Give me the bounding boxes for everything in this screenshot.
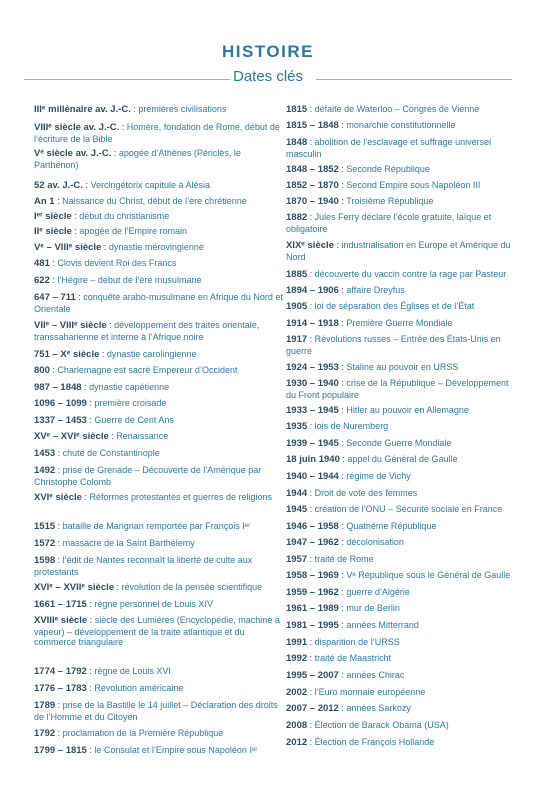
entry-text: années Chirac xyxy=(346,670,405,680)
entry-separator: : xyxy=(338,537,347,547)
entry-date: 1981 – 1995 xyxy=(286,620,339,631)
timeline-entry xyxy=(286,405,511,417)
timeline-entry xyxy=(286,212,511,234)
timeline-entry xyxy=(34,211,284,223)
timeline-entry xyxy=(286,180,511,192)
entry-text: abolition de l’esclavage et suffrage universel masculin xyxy=(286,137,492,159)
entry-separator: : xyxy=(114,582,122,592)
entry-text: Élection de François Hollande xyxy=(314,737,435,747)
entry-separator: : xyxy=(307,269,315,279)
entry-date: 1882 xyxy=(286,212,308,223)
timeline-entry xyxy=(286,504,511,516)
entry-separator: : xyxy=(307,720,315,730)
divider-right xyxy=(316,79,512,80)
entry-date: 1774 – 1792 xyxy=(34,666,87,677)
entry-date: 1924 – 1953 xyxy=(286,362,339,373)
entry-separator: : xyxy=(307,504,315,514)
entry-separator: : xyxy=(307,637,315,647)
entry-separator: : xyxy=(338,603,347,613)
timeline-entry xyxy=(286,488,511,500)
entry-text: monarchie constitutionnelle xyxy=(346,120,456,130)
timeline-entry xyxy=(286,471,511,483)
entry-date: 1930 – 1940 xyxy=(286,378,339,389)
entry-date: 1337 – 1453 xyxy=(34,415,87,426)
entry-text: le Consulat et l’Empire sous Napoléon Iᵉʳ xyxy=(94,745,258,755)
timeline-entry xyxy=(34,555,284,577)
entry-date: 18 juin 1940 xyxy=(286,454,340,465)
entry-date: 2007 – 2012 xyxy=(286,703,339,714)
timeline-entry xyxy=(34,599,284,611)
timeline-entry xyxy=(286,737,511,749)
timeline-entry xyxy=(286,521,511,533)
entry-separator: : xyxy=(307,334,315,344)
entry-separator: : xyxy=(81,492,90,502)
entry-separator: : xyxy=(49,275,58,285)
entry-separator: : xyxy=(55,728,63,738)
entry-separator: : xyxy=(86,683,95,693)
entry-separator: : xyxy=(130,104,139,114)
entry-text: Renaissance xyxy=(116,431,169,441)
entry-text: défaite de Waterloo – Congrès de Vienne xyxy=(314,104,480,114)
entry-separator: : xyxy=(55,448,63,458)
entry-text: Seconde République xyxy=(346,164,430,174)
entry-date: 1917 xyxy=(286,334,308,345)
entry-text: Révolution américaine xyxy=(94,683,184,693)
entry-text: dynastie carolingienne xyxy=(106,349,197,359)
entry-text: proclamation de la Première République xyxy=(62,728,224,738)
entry-date: IIᵉ siècle xyxy=(34,226,72,237)
entry-text: mur de Berlin xyxy=(346,603,400,613)
timeline-entry xyxy=(286,653,511,665)
entry-date: 1453 xyxy=(34,448,56,459)
entry-separator: : xyxy=(338,703,347,713)
entry-date: 1933 – 1945 xyxy=(286,405,339,416)
entry-text: crise de la République – Développement du Front populaire xyxy=(286,378,509,400)
entry-separator: : xyxy=(338,196,347,206)
entry-date: 1848 xyxy=(286,137,308,148)
page-subtitle: Dates clés xyxy=(232,68,304,85)
entry-separator: : xyxy=(307,554,315,564)
entry-date: 1946 – 1958 xyxy=(286,521,339,532)
entry-text: traité de Maastricht xyxy=(314,653,392,663)
entry-date: XVIᵉ siècle xyxy=(34,492,82,503)
entry-separator: : xyxy=(55,555,63,565)
entry-date: 1939 – 1945 xyxy=(286,438,339,449)
entry-separator: : xyxy=(49,365,58,375)
entry-date: 1905 xyxy=(286,301,308,312)
entry-separator: : xyxy=(338,670,347,680)
entry-date: 1598 xyxy=(34,555,56,566)
entry-text: premières civilisations xyxy=(138,104,227,114)
timeline-entry xyxy=(286,104,511,116)
timeline-entry xyxy=(286,720,511,732)
entry-text: Vercingétorix capitule à Alésia xyxy=(90,180,211,190)
entry-text: Jules Ferry déclare l’école gratuite, laïque et obligatoire xyxy=(286,212,492,234)
entry-separator: : xyxy=(106,320,115,330)
entry-separator: : xyxy=(338,620,347,630)
entry-date: 800 xyxy=(34,365,50,376)
timeline-entry xyxy=(286,454,511,466)
entry-separator: : xyxy=(71,226,80,236)
entry-text: dynastie capétienne xyxy=(89,382,170,392)
timeline-entry xyxy=(34,258,284,270)
entry-date: VIIᵉ – VIIIᵉ siècle xyxy=(34,320,107,331)
entry-date: 622 xyxy=(34,275,50,286)
entry-date: IIIᵉ millénaire av. J.-C. xyxy=(34,104,131,115)
entry-date: 1661 – 1715 xyxy=(34,599,87,610)
entry-separator: : xyxy=(307,687,315,697)
timeline-entry xyxy=(286,318,511,330)
entry-text: règne personnel de Louis XIV xyxy=(94,599,213,609)
entry-date: Vᵉ – VIIIᵉ siècle xyxy=(34,242,102,253)
entry-text: dynastie mérovingienne xyxy=(108,242,204,252)
entry-text: Seconde Guerre Mondiale xyxy=(346,438,452,448)
entry-date: 1944 xyxy=(286,488,308,499)
entry-text: Réformes protestantes et guerres de religions xyxy=(89,492,273,502)
entry-text: Révolutions russes – Entrée des États-Unis en guerre xyxy=(286,334,501,356)
timeline-entry xyxy=(34,415,284,427)
entry-text: création de l’ONU – Sécurité sociale en France xyxy=(314,504,503,514)
entry-date: 1914 – 1918 xyxy=(286,318,339,329)
entry-date: 2008 xyxy=(286,720,308,731)
timeline-entry xyxy=(34,700,284,722)
entry-text: développement des traites orientale, transsaharienne et interne à l’Afrique noire xyxy=(34,320,260,342)
entry-date: An 1 xyxy=(34,196,55,207)
entry-separator: : xyxy=(86,599,95,609)
timeline-entry xyxy=(286,196,511,208)
timeline-entry xyxy=(34,521,284,533)
entry-separator: : xyxy=(307,737,315,747)
entry-text: Élection de Barack Obama (USA) xyxy=(314,720,449,730)
entry-separator: : xyxy=(111,148,119,158)
entry-separator: : xyxy=(338,405,347,415)
entry-text: Droit de vote des femmes xyxy=(314,488,418,498)
entry-separator: : xyxy=(86,398,95,408)
entry-date: 1957 xyxy=(286,554,308,565)
entry-date: 1992 xyxy=(286,653,308,664)
entry-text: Guerre de Cent Ans xyxy=(94,415,174,425)
entry-separator: : xyxy=(81,382,90,392)
entry-separator: : xyxy=(307,104,315,114)
entry-text: découverte du vaccin contre la rage par Pasteur xyxy=(314,269,507,279)
timeline-entry xyxy=(34,104,284,116)
entry-date: 1792 xyxy=(34,728,56,739)
entry-separator: : xyxy=(55,521,63,531)
entry-separator: : xyxy=(86,745,95,755)
entry-separator: : xyxy=(338,438,347,448)
entry-date: 1515 xyxy=(34,521,56,532)
entry-text: l’édit de Nantes reconnaît la liberté de culte aux protestants xyxy=(34,555,253,577)
entry-separator: : xyxy=(54,196,63,206)
entry-text: apogée d’Athènes (Périclès, le Parthénon) xyxy=(34,148,241,170)
entry-date: VIIIᵉ siècle av. J.-C. xyxy=(34,122,120,133)
timeline-entry xyxy=(286,703,511,715)
entry-text: l’Euro monnaie européenne xyxy=(314,687,426,697)
entry-text: affaire Dreyfus xyxy=(346,285,405,295)
entry-text: apogée de l’Empire romain xyxy=(79,226,187,236)
entry-text: années Sarkozy xyxy=(346,703,411,713)
timeline-entry xyxy=(286,137,511,159)
entry-separator: : xyxy=(307,137,315,147)
entry-date: 1492 xyxy=(34,465,56,476)
timeline-entry xyxy=(286,301,511,313)
entry-text: massacre de la Saint Barthélemy xyxy=(62,538,195,548)
entry-date: 481 xyxy=(34,258,50,269)
entry-text: début du christianisme xyxy=(79,211,170,221)
entry-text: révolution de la pensée scientifique xyxy=(121,582,263,592)
entry-separator: : xyxy=(338,521,347,531)
timeline-entry xyxy=(286,670,511,682)
entry-separator: : xyxy=(338,318,347,328)
timeline-entry xyxy=(34,431,284,443)
entry-date: 1995 – 2007 xyxy=(286,670,339,681)
entry-separator: : xyxy=(119,122,127,132)
timeline-entry xyxy=(286,620,511,632)
entry-date: 1991 xyxy=(286,637,308,648)
entry-text: Troisième République xyxy=(346,196,434,206)
entry-date: XIXᵉ siècle xyxy=(286,240,334,251)
entry-date: 2012 xyxy=(286,737,308,748)
entry-separator: : xyxy=(86,666,95,676)
entry-separator: : xyxy=(99,349,107,359)
timeline-entry xyxy=(34,728,284,740)
entry-date: 1959 – 1962 xyxy=(286,587,339,598)
timeline-entry xyxy=(34,538,284,550)
timeline-entry xyxy=(34,492,284,504)
entry-text: première croisade xyxy=(94,398,167,408)
entry-date: 1947 – 1962 xyxy=(286,537,339,548)
entry-separator: : xyxy=(75,292,84,302)
entry-date: 1789 xyxy=(34,700,56,711)
entry-text: loi de séparation des Églises et de l’État xyxy=(314,301,475,311)
timeline-entry xyxy=(286,637,511,649)
entry-text: Charlemagne est sacré Empereur d’Occident xyxy=(57,365,238,375)
entry-text: années Mitterrand xyxy=(346,620,419,630)
entry-text: l’Hégire – début de l’ère musulmane xyxy=(57,275,202,285)
entry-separator: : xyxy=(307,212,315,222)
entry-separator: : xyxy=(55,700,63,710)
entry-text: Second Empire sous Napoléon III xyxy=(346,180,481,190)
entry-date: 1958 – 1969 xyxy=(286,570,339,581)
entry-separator: : xyxy=(307,488,315,498)
entry-date: 751 – Xᵉ siècle xyxy=(34,349,100,360)
entry-text: chute de Constantinople xyxy=(62,448,160,458)
entry-text: prise de Grenade – Découverte de l’Amérique par Christophe Colomb xyxy=(34,465,262,487)
timeline-entry xyxy=(286,537,511,549)
timeline-entry xyxy=(34,745,284,757)
entry-date: XVIᵉ – XVIIᵉ siècle xyxy=(34,582,115,593)
entry-separator: : xyxy=(55,538,63,548)
entry-separator: : xyxy=(338,362,347,372)
entry-text: Hitler au pouvoir en Allemagne xyxy=(346,405,469,415)
entry-separator: : xyxy=(307,653,315,663)
entry-date: 1935 xyxy=(286,421,308,432)
entry-date: XVIIIᵉ siècle xyxy=(34,615,88,626)
entry-separator: : xyxy=(82,180,91,190)
timeline-entry xyxy=(286,240,511,262)
entry-date: 1815 xyxy=(286,104,308,115)
entry-separator: : xyxy=(49,258,58,268)
entry-date: XVᵉ – XVIᵉ siècle xyxy=(34,431,109,442)
entry-text: guerre d’Algérie xyxy=(346,587,410,597)
timeline-entry xyxy=(286,269,511,281)
entry-text: industrialisation en Europe et Amérique du Nord xyxy=(286,240,511,262)
entry-date: 2002 xyxy=(286,687,308,698)
entry-separator: : xyxy=(86,415,95,425)
timeline-entry xyxy=(34,196,284,208)
timeline-entry xyxy=(286,570,511,582)
entry-separator: : xyxy=(333,240,342,250)
entry-date: 1852 – 1870 xyxy=(286,180,339,191)
entry-text: Naissance du Christ, début de l’ère chrétienne xyxy=(62,196,247,206)
entry-date: 1776 – 1783 xyxy=(34,683,87,694)
entry-text: lois de Nuremberg xyxy=(314,421,389,431)
timeline-entry xyxy=(34,448,284,460)
entry-date: 1945 xyxy=(286,504,308,515)
timeline-entry xyxy=(34,465,284,487)
timeline-entry xyxy=(286,285,511,297)
entry-date: 1961 – 1989 xyxy=(286,603,339,614)
timeline-entry xyxy=(34,122,284,144)
timeline-entry xyxy=(34,382,284,394)
entry-date: 1894 – 1906 xyxy=(286,285,339,296)
entry-separator: : xyxy=(307,301,315,311)
entry-date: 1848 – 1852 xyxy=(286,164,339,175)
timeline-entry xyxy=(286,120,511,132)
entry-text: conquête arabo-musulmane en Afrique du Nord et Orientale xyxy=(34,292,283,314)
entry-date: 1572 xyxy=(34,538,56,549)
entry-date: 52 av. J.-C. xyxy=(34,180,83,191)
entry-date: 1940 – 1944 xyxy=(286,471,339,482)
entry-separator: : xyxy=(108,431,117,441)
timeline-entry xyxy=(34,275,284,287)
entry-text: décolonisation xyxy=(346,537,404,547)
entry-separator: : xyxy=(307,421,315,431)
entry-text: Quatrième République xyxy=(346,521,437,531)
entry-separator: : xyxy=(338,120,347,130)
timeline-entry xyxy=(34,180,284,192)
entry-text: Clovis devient Roi des Francs xyxy=(57,258,177,268)
timeline-entry xyxy=(34,292,284,314)
entry-date: 647 – 711 xyxy=(34,292,76,303)
entry-date: 1885 xyxy=(286,269,308,280)
timeline-entry xyxy=(286,334,511,356)
entry-date: Vᵉ siècle av. J.-C. xyxy=(34,148,112,159)
timeline-entry xyxy=(286,603,511,615)
timeline-entry xyxy=(34,320,284,342)
timeline-entry xyxy=(34,683,284,695)
entry-date: Iᵉʳ siècle xyxy=(34,211,72,222)
entry-text: siècle des Lumières (Encyclopédie, machine à vapeur) – développement de la traite atlantique et du commerce triangulaire xyxy=(34,615,280,647)
timeline-entry xyxy=(34,242,284,254)
timeline-entry xyxy=(34,582,284,594)
timeline-entry xyxy=(286,687,511,699)
timeline-entry xyxy=(286,587,511,599)
entry-date: 1799 – 1815 xyxy=(34,745,87,756)
entry-text: bataille de Marignan remportée par François Iᵉʳ xyxy=(62,521,251,531)
timeline-entry xyxy=(286,421,511,433)
timeline-entry xyxy=(34,666,284,678)
timeline-entry xyxy=(286,438,511,450)
entry-text: règne de Louis XVI xyxy=(94,666,171,676)
entry-text: Homère, fondation de Rome, début de l’écriture de la Bible xyxy=(34,122,280,144)
entry-separator: : xyxy=(338,164,347,174)
entry-separator: : xyxy=(338,378,347,388)
entry-text: prise de la Bastille le 14 juillet – Déclaration des droits de l’Homme et du Citoyen xyxy=(34,700,278,722)
timeline-entry xyxy=(286,554,511,566)
entry-date: 987 – 1848 xyxy=(34,382,82,393)
timeline-entry xyxy=(34,226,284,238)
entry-separator: : xyxy=(101,242,109,252)
entry-separator: : xyxy=(338,285,347,295)
entry-date: 1096 – 1099 xyxy=(34,398,87,409)
timeline-entry xyxy=(286,362,511,374)
timeline-entry xyxy=(286,164,511,176)
entry-separator: : xyxy=(338,471,347,481)
page-header xyxy=(0,0,536,100)
entry-text: Vᵉ République sous le Général de Gaulle xyxy=(346,570,511,580)
entry-separator: : xyxy=(338,587,347,597)
entry-text: appel du Général de Gaulle xyxy=(347,454,458,464)
timeline-entry xyxy=(34,349,284,361)
entry-date: 1815 – 1848 xyxy=(286,120,339,131)
entry-separator: : xyxy=(55,465,63,475)
timeline-entry xyxy=(34,365,284,377)
timeline-entry xyxy=(34,615,284,648)
page-title: HISTOIRE xyxy=(222,42,314,61)
timeline-entry xyxy=(34,148,284,170)
timeline-entry xyxy=(34,398,284,410)
entry-date: 1870 – 1940 xyxy=(286,196,339,207)
entry-text: traité de Rome xyxy=(314,554,374,564)
entry-separator: : xyxy=(338,570,347,580)
entry-separator: : xyxy=(71,211,80,221)
timeline-entry xyxy=(286,378,511,400)
entry-text: Première Guerre Mondiale xyxy=(346,318,453,328)
entry-separator: : xyxy=(338,180,347,190)
entry-text: Staline au pouvoir en URSS xyxy=(346,362,459,372)
entry-text: disparition de l’URSS xyxy=(314,637,400,647)
entry-separator: : xyxy=(339,454,348,464)
entry-separator: : xyxy=(87,615,95,625)
entry-text: régime de Vichy xyxy=(346,471,411,481)
